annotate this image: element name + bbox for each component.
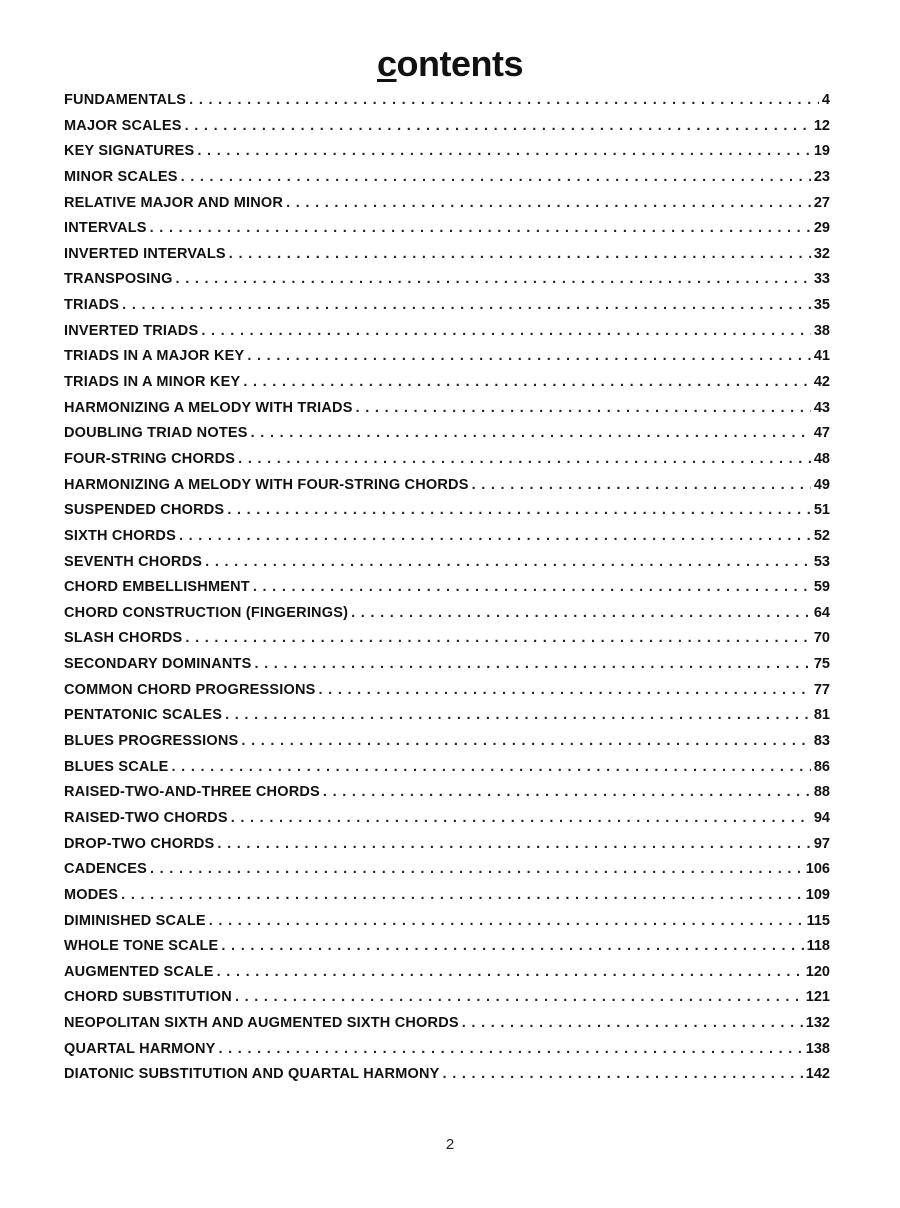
- dot-leader: [247, 344, 811, 370]
- toc-entry-title: TRIADS IN A MAJOR KEY: [64, 348, 245, 365]
- toc-entry-title: QUARTAL HARMONY: [64, 1040, 216, 1057]
- toc-entry-page: 35: [813, 297, 830, 314]
- dot-leader: [197, 139, 810, 165]
- dot-leader: [185, 626, 810, 652]
- toc-entry-page: 81: [813, 707, 830, 724]
- dot-leader: [443, 1062, 803, 1088]
- dot-leader: [254, 652, 810, 678]
- toc-entry-page: 12: [813, 117, 830, 134]
- page-title: [0, 42, 900, 86]
- dot-leader: [286, 191, 811, 217]
- toc-entry: [64, 242, 830, 268]
- toc-entry-title: INVERTED INTERVALS: [64, 245, 226, 262]
- toc-entry-title: BLUES PROGRESSIONS: [64, 733, 239, 750]
- toc-entry-page: 121: [805, 989, 830, 1006]
- toc-entry: [64, 421, 830, 447]
- dot-leader: [319, 678, 811, 704]
- toc-entry-page: 27: [813, 194, 830, 211]
- toc-entry-page: 83: [813, 733, 830, 750]
- dot-leader: [323, 780, 811, 806]
- toc-entry: [64, 1062, 830, 1088]
- toc-entry: [64, 447, 830, 473]
- dot-leader: [238, 447, 811, 473]
- toc-entry: [64, 550, 830, 576]
- toc-entry-title: TRIADS IN A MINOR KEY: [64, 374, 241, 391]
- table-of-contents: [64, 88, 830, 1088]
- dot-leader: [150, 857, 803, 883]
- toc-entry-page: 4: [821, 92, 830, 108]
- toc-entry-title: SUSPENDED CHORDS: [64, 502, 225, 519]
- toc-entry-page: 138: [805, 1040, 830, 1057]
- toc-entry-page: 23: [813, 168, 830, 185]
- toc-entry-title: RAISED-TWO-AND-THREE CHORDS: [64, 784, 320, 801]
- toc-entry-title: INTERVALS: [64, 220, 147, 237]
- toc-entry: [64, 575, 830, 601]
- toc-entry-title: HARMONIZING A MELODY WITH FOUR-STRING CHORDS: [64, 476, 469, 493]
- toc-entry: [64, 985, 830, 1011]
- toc-entry-page: 42: [813, 374, 830, 391]
- toc-entry: [64, 191, 830, 217]
- toc-entry-title: MINOR SCALES: [64, 168, 178, 185]
- dot-leader: [176, 267, 811, 293]
- toc-entry: [64, 780, 830, 806]
- toc-entry: [64, 729, 830, 755]
- toc-entry-title: SEVENTH CHORDS: [64, 553, 203, 570]
- toc-entry: [64, 909, 830, 935]
- dot-leader: [235, 985, 803, 1011]
- toc-entry-page: 97: [813, 835, 830, 852]
- dot-leader: [225, 703, 811, 729]
- dot-leader: [122, 293, 811, 319]
- toc-entry: [64, 319, 830, 345]
- toc-entry-title: FOUR-STRING CHORDS: [64, 450, 236, 467]
- toc-entry: [64, 114, 830, 140]
- toc-entry-title: MODES: [64, 886, 119, 903]
- dot-leader: [217, 960, 803, 986]
- dot-leader: [241, 729, 810, 755]
- toc-entry-title: DIMINISHED SCALE: [64, 912, 206, 929]
- toc-entry: [64, 344, 830, 370]
- dot-leader: [229, 242, 811, 268]
- dot-leader: [243, 370, 811, 396]
- toc-entry: [64, 934, 830, 960]
- toc-entry: [64, 832, 830, 858]
- toc-entry-page: 142: [805, 1066, 830, 1083]
- toc-entry: [64, 498, 830, 524]
- toc-entry-title: CADENCES: [64, 861, 147, 878]
- toc-entry-title: NEOPOLITAN SIXTH AND AUGMENTED SIXTH CHORDS: [64, 1015, 459, 1032]
- toc-entry-title: WHOLE TONE SCALE: [64, 938, 219, 955]
- toc-entry: [64, 601, 830, 627]
- toc-entry: [64, 165, 830, 191]
- dot-leader: [462, 1011, 803, 1037]
- toc-entry-page: 47: [813, 425, 830, 442]
- toc-entry: [64, 652, 830, 678]
- toc-entry: [64, 293, 830, 319]
- toc-entry-page: 51: [813, 502, 830, 519]
- toc-entry-page: 41: [813, 348, 830, 365]
- toc-entry: [64, 626, 830, 652]
- toc-entry-title: CHORD CONSTRUCTION (FINGERINGS): [64, 604, 349, 621]
- page-title-rest: ontents: [396, 43, 524, 84]
- dot-leader: [227, 498, 811, 524]
- dot-leader: [172, 755, 811, 781]
- toc-entry-title: AUGMENTED SCALE: [64, 963, 214, 980]
- toc-entry-page: 115: [806, 912, 830, 929]
- toc-entry-title: TRIADS: [64, 297, 120, 314]
- toc-entry-page: 77: [813, 681, 830, 698]
- toc-entry-page: 120: [805, 963, 830, 980]
- dot-leader: [251, 421, 811, 447]
- toc-entry: [64, 216, 830, 242]
- dot-leader: [201, 319, 811, 345]
- toc-entry: [64, 88, 830, 114]
- toc-entry-title: RAISED-TWO CHORDS: [64, 809, 228, 826]
- toc-entry-page: 29: [813, 220, 830, 237]
- dot-leader: [189, 88, 819, 114]
- toc-entry-page: 43: [813, 399, 830, 416]
- toc-entry-title: RELATIVE MAJOR AND MINOR: [64, 194, 284, 211]
- toc-entry-title: DROP-TWO CHORDS: [64, 835, 215, 852]
- toc-entry: [64, 1011, 830, 1037]
- toc-entry-title: PENTATONIC SCALES: [64, 707, 223, 724]
- page-title-first-letter: c: [376, 43, 397, 84]
- toc-entry-page: 118: [806, 938, 830, 955]
- toc-entry-title: MAJOR SCALES: [64, 117, 182, 134]
- dot-leader: [150, 216, 811, 242]
- dot-leader: [179, 524, 811, 550]
- toc-entry-title: KEY SIGNATURES: [64, 143, 195, 160]
- toc-entry: [64, 473, 830, 499]
- toc-entry: [64, 396, 830, 422]
- dot-leader: [217, 832, 810, 858]
- toc-entry-page: 52: [813, 527, 830, 544]
- toc-entry: [64, 678, 830, 704]
- toc-entry: [64, 1037, 830, 1063]
- toc-entry-page: 94: [813, 809, 830, 826]
- toc-entry-page: 19: [813, 143, 830, 160]
- toc-entry-title: INVERTED TRIADS: [64, 322, 199, 339]
- toc-entry-page: 32: [813, 245, 830, 262]
- dot-leader: [351, 601, 811, 627]
- toc-entry-page: 59: [813, 579, 830, 596]
- page-number: 2: [445, 1136, 455, 1153]
- toc-entry-title: TRANSPOSING: [64, 271, 173, 288]
- toc-entry-page: 33: [813, 271, 830, 288]
- toc-entry-page: 53: [813, 553, 830, 570]
- dot-leader: [121, 883, 803, 909]
- toc-entry: [64, 806, 830, 832]
- toc-entry-page: 75: [813, 656, 830, 673]
- dot-leader: [231, 806, 811, 832]
- toc-entry-title: BLUES SCALE: [64, 758, 169, 775]
- toc-entry-page: 64: [813, 604, 830, 621]
- toc-entry-title: DIATONIC SUBSTITUTION AND QUARTAL HARMONY: [64, 1066, 440, 1083]
- dot-leader: [472, 473, 811, 499]
- toc-entry: [64, 524, 830, 550]
- toc-entry-title: SECONDARY DOMINANTS: [64, 656, 252, 673]
- dot-leader: [356, 396, 811, 422]
- toc-entry-title: CHORD EMBELLISHMENT: [64, 579, 250, 596]
- dot-leader: [185, 114, 811, 140]
- dot-leader: [218, 1037, 802, 1063]
- toc-entry-page: 86: [813, 758, 830, 775]
- toc-entry-title: CHORD SUBSTITUTION: [64, 989, 232, 1006]
- dot-leader: [253, 575, 811, 601]
- toc-entry-title: HARMONIZING A MELODY WITH TRIADS: [64, 399, 353, 416]
- toc-entry: [64, 139, 830, 165]
- toc-entry-title: DOUBLING TRIAD NOTES: [64, 425, 248, 442]
- toc-entry-page: 70: [813, 630, 830, 647]
- toc-entry: [64, 883, 830, 909]
- toc-entry: [64, 857, 830, 883]
- toc-entry-page: 38: [813, 322, 830, 339]
- toc-entry-page: 49: [813, 476, 830, 493]
- toc-entry-page: 109: [805, 886, 830, 903]
- toc-entry-title: SLASH CHORDS: [64, 630, 183, 647]
- toc-entry-page: 48: [813, 450, 830, 467]
- dot-leader: [209, 909, 804, 935]
- toc-entry: [64, 267, 830, 293]
- toc-entry-page: 132: [805, 1015, 830, 1032]
- toc-entry: [64, 370, 830, 396]
- toc-entry: [64, 703, 830, 729]
- toc-entry-page: 106: [805, 861, 830, 878]
- toc-entry-title: COMMON CHORD PROGRESSIONS: [64, 681, 316, 698]
- toc-entry-title: SIXTH CHORDS: [64, 527, 176, 544]
- toc-entry: [64, 755, 830, 781]
- toc-entry-title: FUNDAMENTALS: [64, 92, 187, 108]
- dot-leader: [181, 165, 811, 191]
- dot-leader: [205, 550, 811, 576]
- toc-entry-page: 88: [813, 784, 830, 801]
- dot-leader: [221, 934, 803, 960]
- toc-entry: [64, 960, 830, 986]
